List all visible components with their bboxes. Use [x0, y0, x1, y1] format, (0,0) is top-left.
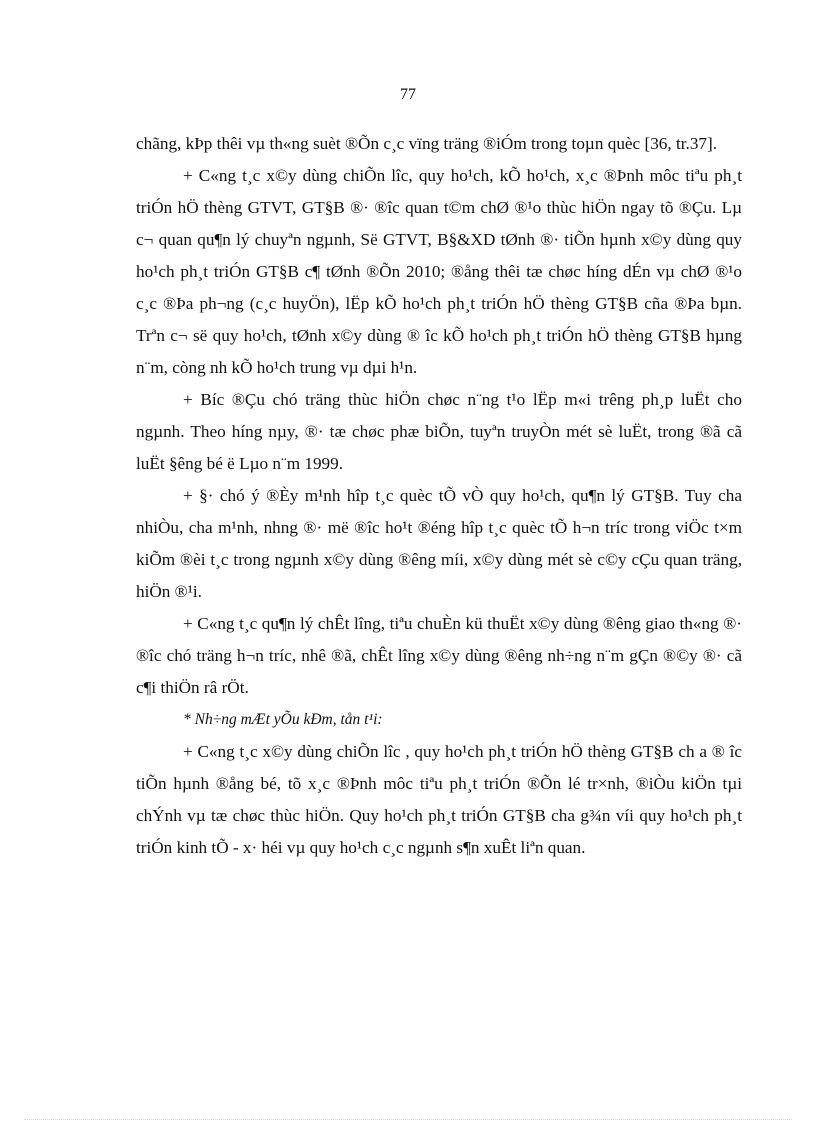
body-paragraph: + §· chó ý ®Èy m¹nh hîp t¸c quèc tÕ vÒ quy ho¹ch, qu¶n lý GT§B. Tuy cha nhiÒu, cha m¹nh, nhng ®· më ®îc ho¹t ®éng hîp t¸c quèc tÕ h¬n tríc trong viÖc t×m kiÕm ®èi t¸c trong ngµnh x©y dùng ®êng míi, x©y dùng mét sè c©y cÇu quan träng, hiÖn ®¹i.	[136, 486, 742, 601]
body-paragraph: + Bíc ®Çu chó träng thùc hiÖn chøc n¨ng t¹o lËp m«i trêng ph¸p luËt cho ngµnh. Theo híng nµy, ®· tæ chøc phæ biÕn, tuyªn truyÒn mét sè luËt, trong ®ã cã luËt §êng bé ë Lµo n¨m 1999.	[136, 390, 742, 473]
body-paragraph: + C«ng t¸c x©y dùng chiÕn lîc , quy ho¹ch ph¸t triÓn hÖ thèng GT§B ch a ® îc tiÕn hµnh ®ång bé, tõ x¸c ®Þnh môc tiªu ph¸t triÓn ®Õn lé tr×nh, ®iÒu kiÖn tµi chÝnh vµ tæ chøc thùc hiÖn. Quy ho¹ch ph¸t triÓn GT§B cha g¾n víi quy ho¹ch ph¸t triÓn kinh tÕ - x· héi vµ quy ho¹ch c¸c ngµnh s¶n xuÊt liªn quan.	[136, 742, 742, 857]
page-body	[136, 128, 742, 864]
body-paragraph: chãng, kÞp thêi vµ th«ng suèt ®Õn c¸c vïng träng ®iÓm trong toµn quèc [36, tr.37].	[136, 134, 718, 153]
page-bottom-border	[24, 1119, 792, 1120]
page-number: 77	[400, 86, 416, 103]
body-paragraph: + C«ng t¸c qu¶n lý chÊt lîng, tiªu chuÈn kü thuËt x©y dùng ®êng giao th«ng ®· ®îc chó träng h¬n tríc, nhê ®ã, chÊt lîng x©y dùng ®êng nh÷ng n¨m gÇn ®©y ®· cã c¶i thiÖn râ rÖt.	[136, 614, 742, 697]
section-heading: * Nh÷ng mÆt yÕu kÐm, tån t¹i:	[183, 711, 383, 728]
body-paragraph: + C«ng t¸c x©y dùng chiÕn lîc, quy ho¹ch, kÕ ho¹ch, x¸c ®Þnh môc tiªu ph¸t triÓn hÖ thèng GTVT, GT§B ®· ®îc quan t©m chØ ®¹o thùc hiÖn ngay tõ ®Çu. Lµ c¬ quan qu¶n lý chuyªn ngµnh, Së GTVT, B§&XD tØnh ®· tiÕn hµnh x©y dùng quy ho¹ch ph¸t triÓn GT§B c¶ tØnh ®Õn 2010; ®ång thêi tæ chøc híng dÉn vµ chØ ®¹o c¸c ®Þa ph¬ng (c¸c huyÖn), lËp kÕ ho¹ch ph¸t triÓn hÖ thèng GT§B cña ®Þa bµn. Trªn c¬ së quy ho¹ch, tØnh x©y dùng ® îc kÕ ho¹ch ph¸t triÓn hÖ thèng GT§B hµng n¨m, còng nh kÕ ho¹ch trung vµ dµi h¹n.	[136, 166, 742, 377]
